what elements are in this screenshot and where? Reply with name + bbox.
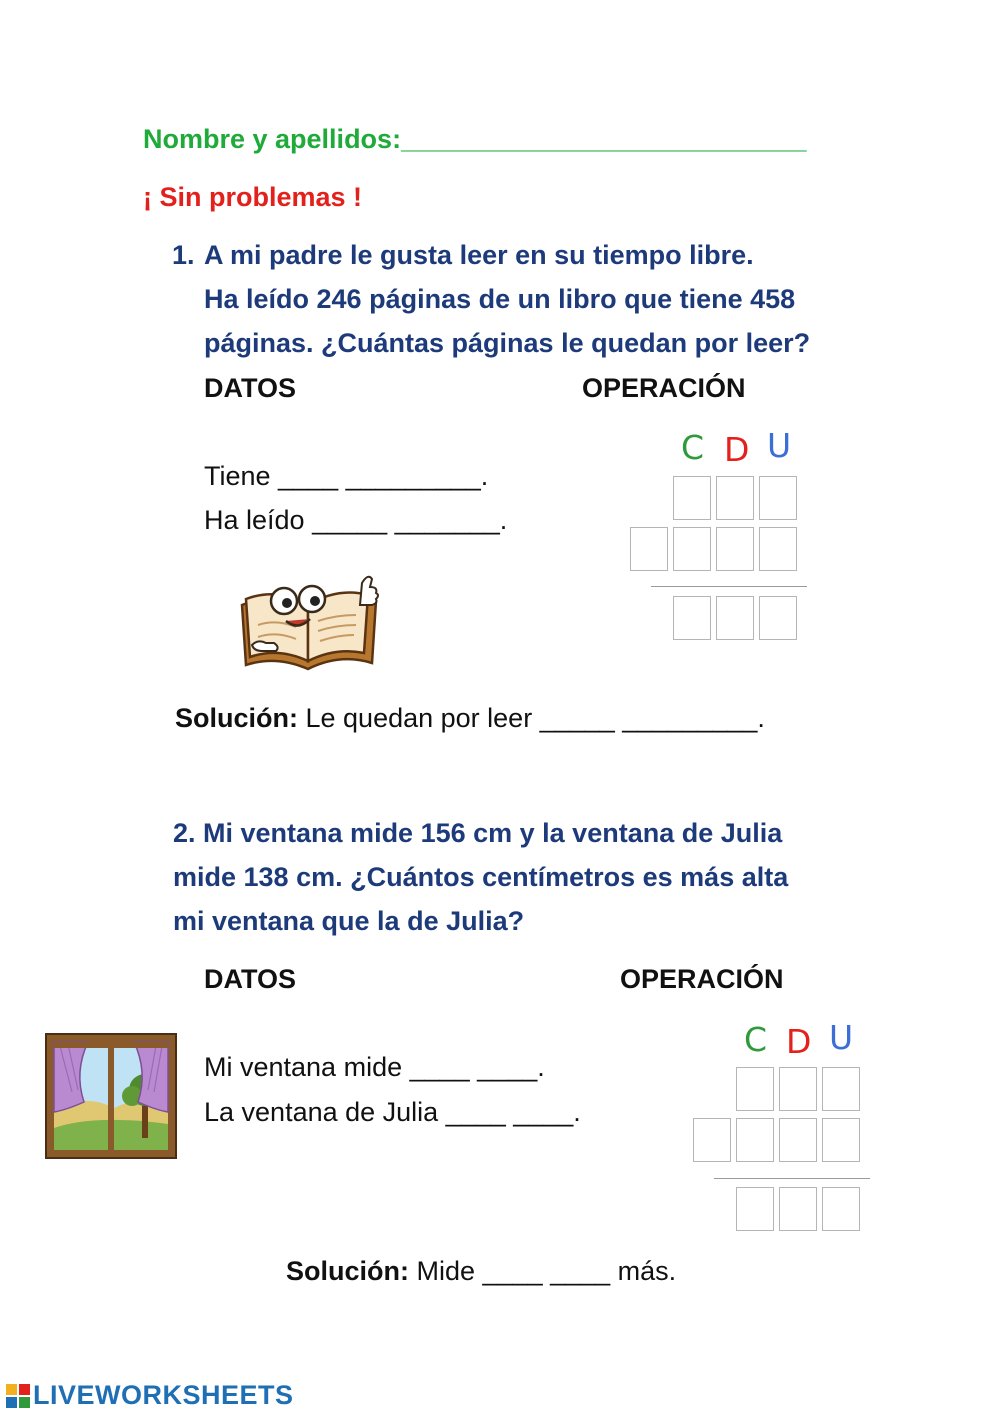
problem2-box-row2-sign[interactable] xyxy=(693,1118,731,1162)
problem1-dato-ha-leido[interactable]: Ha leído _____ _______. xyxy=(204,505,508,535)
problem1-box-row1-u[interactable] xyxy=(759,476,797,520)
problem1-solution xyxy=(175,703,765,734)
problem2-operacion-label: OPERACIÓN xyxy=(620,964,784,994)
problem1-cdu-c: C xyxy=(681,428,705,467)
problem1-box-row1-c[interactable] xyxy=(673,476,711,520)
problem1-box-row2-d[interactable] xyxy=(716,527,754,571)
problem2-line2: mide 138 cm. ¿Cuántos centímetros es más alta xyxy=(173,862,789,892)
problem2-solution-label: Solución: xyxy=(286,1256,409,1286)
problem2-box-row2-d[interactable] xyxy=(779,1118,817,1162)
book-mascot-icon xyxy=(236,565,386,675)
problem2-operation-rule xyxy=(714,1178,870,1179)
problem2-box-row1-u[interactable] xyxy=(822,1067,860,1111)
problem2-solution xyxy=(286,1256,676,1287)
problem2-box-result-d[interactable] xyxy=(779,1187,817,1231)
problem2-box-result-c[interactable] xyxy=(736,1187,774,1231)
problem1-box-row2-u[interactable] xyxy=(759,527,797,571)
problem1-box-result-c[interactable] xyxy=(673,596,711,640)
worksheet-subtitle: ¡ Sin problemas ! xyxy=(143,182,363,212)
liveworksheets-logo-icon xyxy=(6,1384,30,1408)
problem1-solution-text[interactable]: Le quedan por leer _____ _________. xyxy=(298,703,765,733)
name-label: Nombre y apellidos:___________________________ xyxy=(143,124,807,154)
problem2-datos-label: DATOS xyxy=(204,964,297,994)
problem2-line1: 2. Mi ventana mide 156 cm y la ventana de Julia xyxy=(173,818,783,848)
problem1-line3: páginas. ¿Cuántas páginas le quedan por leer? xyxy=(204,328,811,358)
name-blank[interactable]: ___________________________ xyxy=(401,124,807,154)
problem1-box-row2-sign[interactable] xyxy=(630,527,668,571)
problem1-datos-label: DATOS xyxy=(204,373,297,403)
problem2-cdu-c: C xyxy=(744,1020,768,1059)
problem1-dato-tiene[interactable]: Tiene ____ _________. xyxy=(204,461,489,491)
window-icon xyxy=(44,1032,178,1160)
problem2-box-row2-c[interactable] xyxy=(736,1118,774,1162)
problem2-box-row1-c[interactable] xyxy=(736,1067,774,1111)
problem1-line2: Ha leído 246 páginas de un libro que tiene 458 xyxy=(204,284,796,314)
problem2-box-row1-d[interactable] xyxy=(779,1067,817,1111)
problem2-dato-ventana-julia[interactable]: La ventana de Julia ____ ____. xyxy=(204,1097,581,1127)
problem2-cdu-u: U xyxy=(829,1018,854,1057)
problem1-operation-rule xyxy=(651,586,807,587)
liveworksheets-brand: LIVEWORKSHEETS xyxy=(33,1380,294,1410)
problem1-box-result-u[interactable] xyxy=(759,596,797,640)
problem1-line1: A mi padre le gusta leer en su tiempo libre. xyxy=(204,240,754,270)
problem1-number: 1. xyxy=(172,240,195,270)
problem1-box-row1-d[interactable] xyxy=(716,476,754,520)
problem1-cdu-d: D xyxy=(724,430,750,469)
problem2-box-result-u[interactable] xyxy=(822,1187,860,1231)
problem2-box-row2-u[interactable] xyxy=(822,1118,860,1162)
problem2-solution-text[interactable]: Mide ____ ____ más. xyxy=(409,1256,677,1286)
problem1-solution-label: Solución: xyxy=(175,703,298,733)
problem1-box-row2-c[interactable] xyxy=(673,527,711,571)
problem1-box-result-d[interactable] xyxy=(716,596,754,640)
liveworksheets-logo xyxy=(6,1380,294,1411)
problem2-dato-mi-ventana[interactable]: Mi ventana mide ____ ____. xyxy=(204,1052,545,1082)
problem2-cdu-d: D xyxy=(786,1022,812,1061)
problem1-operacion-label: OPERACIÓN xyxy=(582,373,746,403)
problem1-cdu-u: U xyxy=(767,426,792,465)
problem2-line3: mi ventana que la de Julia? xyxy=(173,906,525,936)
